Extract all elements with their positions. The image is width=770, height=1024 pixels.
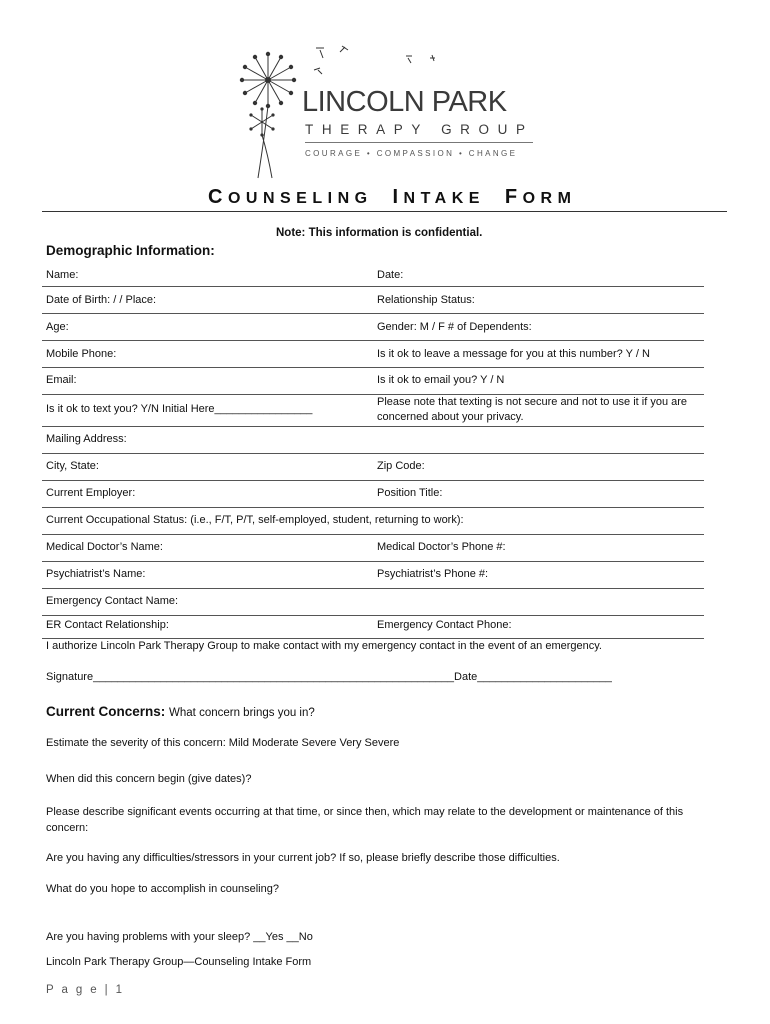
table-row[interactable] — [42, 562, 704, 589]
table-row[interactable] — [42, 368, 704, 395]
severity-question[interactable]: Estimate the severity of this concern: Mild Moderate Severe Very Severe — [46, 737, 400, 749]
field-label: Emergency Contact Phone: — [377, 619, 512, 631]
field-label: Mailing Address: — [46, 433, 127, 445]
field-label: ER Contact Relationship: — [46, 619, 169, 631]
field-label: Name: — [46, 269, 79, 281]
footer-form-name: Lincoln Park Therapy Group—Counseling Intake Form — [46, 956, 312, 968]
demographic-heading: Demographic Information: — [46, 243, 215, 258]
title-divider — [42, 211, 727, 212]
field-label: Current Employer: — [46, 487, 136, 499]
confidential-note: Note: This information is confidential. — [276, 227, 483, 239]
form-title: COUNSELING INTAKE FORM — [208, 186, 577, 208]
field-label: Medical Doctor’s Name: — [46, 541, 163, 553]
field-label: Email: — [46, 374, 77, 386]
table-row[interactable] — [42, 395, 704, 427]
field-label: Date of Birth: / / Place: — [46, 294, 157, 306]
table-row[interactable] — [42, 481, 704, 508]
field-label: Age: — [46, 321, 69, 333]
signature-line[interactable]: Signature___________________________________________________________Date______________________ — [46, 671, 612, 683]
privacy-note: Please note that texting is not secure and not to use it if you are concerned about your privacy. — [377, 396, 688, 423]
logo-divider — [305, 142, 533, 143]
field-label: Psychiatrist’s Name: — [46, 568, 146, 580]
logo-tagline: COURAGE • COMPASSION • CHANGE — [305, 149, 518, 158]
authorization-statement: I authorize Lincoln Park Therapy Group to make contact with my emergency contact in the event of an emergency. — [46, 640, 602, 652]
page-number: P a g e | 1 — [46, 984, 125, 996]
concerns-heading: Current Concerns: What concern brings you in? — [46, 704, 315, 719]
field-label: Emergency Contact Name: — [46, 595, 179, 607]
field-label: Medical Doctor’s Phone #: — [377, 541, 506, 553]
field-label: Current Occupational Status: (i.e., F/T, P/T, self-employed, student, returning to work): — [46, 514, 464, 526]
goals-question[interactable]: What do you hope to accomplish in counseling? — [46, 883, 279, 895]
sleep-question[interactable]: Are you having problems with your sleep? __Yes __No — [46, 931, 313, 943]
table-row[interactable] — [42, 616, 704, 639]
table-row[interactable] — [42, 314, 704, 341]
field-label: Psychiatrist’s Phone #: — [377, 568, 489, 580]
field-label: Zip Code: — [377, 460, 425, 472]
job-question[interactable]: Are you having any difficulties/stressors in your current job? If so, please briefly describe those difficulties. — [46, 852, 560, 864]
field-label: Relationship Status: — [377, 294, 475, 306]
field-label: City, State: — [46, 460, 99, 472]
logo-name: LINCOLN PARK — [302, 86, 507, 118]
field-label: Date: — [377, 269, 404, 281]
field-label: Position Title: — [377, 487, 443, 499]
table-row[interactable] — [42, 535, 704, 562]
table-row[interactable] — [42, 427, 704, 454]
begin-question[interactable]: When did this concern begin (give dates)? — [46, 773, 252, 785]
table-row[interactable] — [42, 508, 704, 535]
table-row[interactable] — [42, 454, 704, 481]
table-row[interactable] — [42, 341, 704, 368]
field-label: Mobile Phone: — [46, 348, 117, 360]
field-label: Is it ok to text you? Y/N Initial Here________________ — [46, 403, 313, 415]
events-question[interactable]: Please describe significant events occurring at that time, or since then, which may relate to the development or maintenance of this concern: — [46, 806, 684, 834]
table-row[interactable] — [42, 262, 704, 287]
field-label: Gender: M / F # of Dependents: — [377, 321, 532, 333]
logo-subtitle: THERAPY GROUP — [305, 122, 534, 137]
field-label: Is it ok to email you? Y / N — [377, 374, 505, 386]
table-row[interactable] — [42, 589, 704, 616]
table-row[interactable] — [42, 287, 704, 314]
field-label: Is it ok to leave a message for you at this number? Y / N — [377, 348, 650, 360]
